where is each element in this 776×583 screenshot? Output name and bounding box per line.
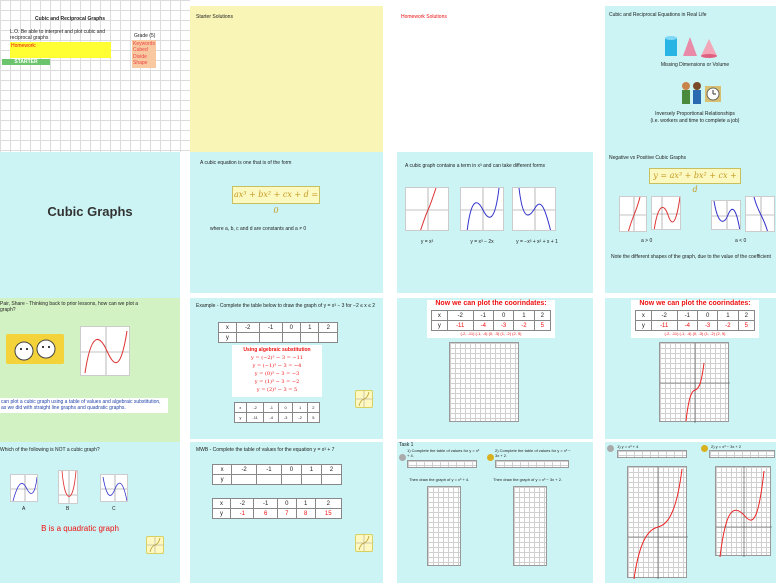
substitution-title: Using algebraic substitution <box>243 347 311 353</box>
cell: 1 <box>296 499 315 509</box>
cell: -11 <box>447 321 473 331</box>
cubic-form-note: where a, b, c and d are constants and a ≠ 0 <box>210 226 307 232</box>
task-q1: 1) Complete the table of values for y = x³ + 4. <box>407 448 480 458</box>
graph-x-cubed <box>405 187 449 231</box>
cell[interactable] <box>301 475 321 485</box>
cell: 0 <box>281 465 301 475</box>
slide-pair-share[interactable] <box>0 298 180 442</box>
keyword-3: Shape <box>133 59 148 66</box>
pair-share-cubic-graph <box>80 326 130 376</box>
slide-cubic-forms[interactable] <box>397 152 593 293</box>
cubic-sticker-icon <box>355 534 373 552</box>
cell: -2 <box>246 403 264 413</box>
grade-label: Grade (5) <box>134 33 156 39</box>
coords-list-2: (-2, -11) (-1, -4) (0, -3) (1, -2) (2, 5) <box>664 331 726 336</box>
slide-negative-vs-positive[interactable] <box>605 152 776 293</box>
option-b-label[interactable]: B <box>66 506 70 512</box>
learning-objective: L.O. Be able to interpret and plot cubic and reciprocal graphs <box>10 29 106 42</box>
slide-homework-solutions[interactable] <box>397 6 593 152</box>
label-x-cubed: y = x³ <box>420 239 434 245</box>
cell[interactable] <box>321 475 341 485</box>
task-grid-2 <box>513 486 547 566</box>
cell[interactable] <box>236 333 259 343</box>
cell: 15 <box>315 509 341 519</box>
example-x-row <box>219 323 338 333</box>
homework-bar: Homework: <box>10 42 111 58</box>
cell: 0 <box>278 403 292 413</box>
cell: -2 <box>718 321 738 331</box>
homework-solutions-title: Homework Solutions <box>401 14 447 20</box>
slide-lesson-title[interactable] <box>0 0 190 152</box>
cell: 7 <box>277 509 296 519</box>
graph-x-cubed-minus-2x <box>460 187 504 231</box>
medal-icon <box>487 454 494 461</box>
slide-not-cubic[interactable] <box>0 442 180 583</box>
cell: y <box>432 321 448 331</box>
keywords-box <box>132 40 156 68</box>
cell: x <box>213 465 232 475</box>
neg-pos-equation: y = ax³ + bx² + cx + d <box>649 168 741 184</box>
cell: -2 <box>231 499 254 509</box>
cell: -4 <box>677 321 697 331</box>
cell: -1 <box>264 403 278 413</box>
sub-line-2: y = (0)³ − 3 = −3 <box>254 371 300 377</box>
thinking-faces-image <box>6 334 64 364</box>
starter-bar: STARTER <box>2 59 50 65</box>
cell: 5 <box>307 413 319 423</box>
example-y-row <box>219 333 338 343</box>
answer-q1: 1) y = x³ + 4 <box>617 444 639 449</box>
cell[interactable] <box>319 333 338 343</box>
graph-a-positive-2 <box>651 196 681 230</box>
real-life-title: Cubic and Reciprocal Equations in Real Life <box>609 12 707 18</box>
cell: -2 <box>232 465 257 475</box>
coords-panel <box>427 300 555 338</box>
cell: 0 <box>277 499 296 509</box>
coords-heading-2: Now we can plot the coorindates: <box>639 300 751 307</box>
sub-line-3: y = (1)³ − 3 = −2 <box>254 379 300 385</box>
slide-starter-solutions[interactable] <box>190 6 383 152</box>
answer-q1-table <box>617 450 687 458</box>
cell: y <box>636 321 652 331</box>
coords-panel-2 <box>631 300 759 338</box>
label-x-cubed-minus-2x: y = x³ − 2x <box>470 239 494 245</box>
cell: -1 <box>254 499 277 509</box>
cell: -4 <box>264 413 278 423</box>
cell[interactable] <box>257 475 282 485</box>
not-cubic-answer: B is a quadratic graph <box>41 524 119 533</box>
slide-cubic-equation-form[interactable] <box>190 152 383 293</box>
label-negative-cubic: y = −x³ + x² + x + 1 <box>516 239 558 245</box>
cell: y <box>235 413 247 423</box>
cell: x <box>235 403 247 413</box>
task-q2: 2) Complete the table of values for y = x³ − 3x + 2. <box>495 448 571 458</box>
coords-list: (-2, -11) (-1, -4) (0, -3) (1, -2) (2, 5) <box>460 331 522 336</box>
cell: x <box>432 311 448 321</box>
task-draw-2: Then draw the graph of y = x³ − 3x + 2. <box>493 477 563 482</box>
slide-cubic-graphs-title[interactable] <box>0 152 180 298</box>
coords-table <box>431 310 551 331</box>
graph-a-negative-2 <box>745 196 775 232</box>
cell[interactable] <box>281 475 301 485</box>
cubic-sticker-icon <box>355 390 373 408</box>
example-table <box>218 322 338 343</box>
cell: 2 <box>319 323 338 333</box>
cell: x <box>636 311 652 321</box>
mwb-answer-table <box>212 498 342 519</box>
coords-table-2 <box>635 310 755 331</box>
workers-clock-icon <box>679 80 723 108</box>
cell: -2 <box>293 413 307 423</box>
option-a-label[interactable]: A <box>22 506 26 512</box>
medal-icon <box>701 445 708 452</box>
thinking-faces-icon <box>6 334 64 364</box>
cell: -1 <box>473 311 493 321</box>
cell: -2 <box>651 311 677 321</box>
answer-curve-2 <box>716 467 772 557</box>
shapes-icon <box>663 34 719 60</box>
medal-icon <box>607 445 614 452</box>
example-small-table <box>234 402 320 423</box>
cell: 0 <box>282 323 300 333</box>
graph-a-negative-1 <box>711 200 741 230</box>
task-grid-1 <box>427 486 461 566</box>
cell: 2 <box>738 311 754 321</box>
not-cubic-question: Which of the following is NOT a cubic graph? <box>0 447 100 453</box>
cell: -11 <box>651 321 677 331</box>
task-q1-table <box>407 460 477 468</box>
cell: x <box>219 323 237 333</box>
cubic-sticker-icon <box>146 536 164 554</box>
cell[interactable] <box>259 333 282 343</box>
cell: 5 <box>738 321 754 331</box>
cell: x <box>213 499 231 509</box>
slide-plot-coordinates[interactable] <box>397 298 593 439</box>
missing-dimensions-caption: Missing Dimensions or Volume <box>660 62 730 68</box>
cell: -3 <box>697 321 717 331</box>
cell: 2 <box>321 465 341 475</box>
label-a-negative: a < 0 <box>735 238 747 244</box>
cell: -1 <box>231 509 254 519</box>
cell: -11 <box>246 413 264 423</box>
cell: y <box>213 509 231 519</box>
option-c-graph <box>100 474 128 502</box>
cell: 1 <box>293 403 307 413</box>
slide-example-table[interactable] <box>190 298 383 439</box>
inverse-caption-2: (i.e. workers and time to complete a job) <box>650 118 740 124</box>
mwb-blank-table <box>212 464 342 485</box>
cell: -1 <box>259 323 282 333</box>
keyword-2: Divide <box>133 53 147 60</box>
slide-task-1[interactable] <box>397 442 593 583</box>
cell: 1 <box>514 311 534 321</box>
cell[interactable] <box>282 333 300 343</box>
cubic-form-equation: ax³ + bx² + cx + d = 0 <box>232 186 320 204</box>
cell: 2 <box>534 311 550 321</box>
slide-mwb-table[interactable] <box>190 442 383 583</box>
pair-share-answer: can plot a cubic graph using a table of values and algebraic substitution, as we did with straight line graphs and quadratic graphs. <box>0 398 168 413</box>
cell: 1 <box>301 465 321 475</box>
cell[interactable] <box>232 475 257 485</box>
cell: -3 <box>493 321 513 331</box>
task-title: Task 1 <box>399 442 414 448</box>
sub-line-1: y = (−1)³ − 3 = −4 <box>252 363 302 369</box>
slide-task-1-answers[interactable] <box>605 442 776 583</box>
cell: 5 <box>534 321 550 331</box>
cell: -1 <box>677 311 697 321</box>
cubic-form-text: A cubic equation is one that is of the form <box>200 160 292 166</box>
plotted-cubic-curve <box>660 343 730 423</box>
answer-q2: 2) y = x³ − 3x + 2 <box>711 444 742 449</box>
slide-real-life[interactable] <box>605 6 776 152</box>
inverse-caption-1: Inversely Proportional Relationships <box>655 111 735 117</box>
task-draw-1: Then draw the graph of y = x³ + 4. <box>409 477 470 482</box>
cell: -2 <box>236 323 259 333</box>
coords-drawn-grid <box>659 342 729 422</box>
option-b-graph <box>58 470 78 504</box>
slide-plot-coordinates-drawn[interactable] <box>605 298 776 439</box>
option-c-label[interactable]: C <box>112 506 116 512</box>
example-title: Example - Complete the table below to draw the graph of y = x³ − 3 for −2 ≤ x ≤ 2 <box>196 303 376 309</box>
option-a-graph <box>10 474 38 502</box>
cell: y <box>213 475 232 485</box>
cell: 6 <box>254 509 277 519</box>
coords-heading: Now we can plot the coorindates: <box>435 300 547 307</box>
cell: -4 <box>473 321 493 331</box>
cell: 1 <box>301 323 319 333</box>
answer-curve-1 <box>628 467 688 579</box>
cubic-forms-text: A cubic graph contains a term in x³ and can take different forms <box>405 163 545 169</box>
graph-a-positive-1 <box>619 196 647 232</box>
cell: 0 <box>697 311 717 321</box>
neg-pos-title: Negative vs Positive Cubic Graphs <box>609 155 686 161</box>
cell[interactable]: y <box>219 333 237 343</box>
task-q2-table <box>495 460 569 468</box>
cell: -2 <box>447 311 473 321</box>
cell: 8 <box>296 509 315 519</box>
cell: 0 <box>493 311 513 321</box>
cell[interactable] <box>301 333 319 343</box>
keyword-1: Cubed <box>133 47 148 54</box>
coords-empty-grid <box>449 342 519 422</box>
cell: -3 <box>278 413 292 423</box>
sub-line-4: y = (2)³ − 3 = 5 <box>256 387 298 393</box>
pair-share-text: Pair, Share - Thinking back to prior lessons, how can we plot a graph? <box>0 301 139 314</box>
lesson-title: Cubic and Reciprocal Graphs <box>34 16 106 22</box>
coefficient-note: Note the different shapes of the graph, due to the value of the coefficient <box>611 254 771 260</box>
cell: -1 <box>257 465 282 475</box>
substitution-box <box>232 345 322 397</box>
sub-line-0: y = (−2)³ − 3 = −11 <box>251 355 303 361</box>
answer-q2-table <box>709 450 775 458</box>
label-a-positive: a > 0 <box>641 238 653 244</box>
cell: -2 <box>514 321 534 331</box>
graph-negative-cubic <box>512 187 556 231</box>
cell: 1 <box>718 311 738 321</box>
answer-grid-1 <box>627 466 687 578</box>
mwb-instruction: MWB - Complete the table of values for the equation y = x³ + 7 <box>196 447 335 453</box>
cell: 2 <box>307 403 319 413</box>
keyword-0: Keywords <box>133 41 155 47</box>
cubic-graphs-heading: Cubic Graphs <box>47 204 133 219</box>
medal-icon <box>399 454 406 461</box>
starter-solutions-title: Starter Solutions <box>196 14 233 20</box>
answer-grid-2 <box>715 466 771 556</box>
cell: 2 <box>315 499 341 509</box>
